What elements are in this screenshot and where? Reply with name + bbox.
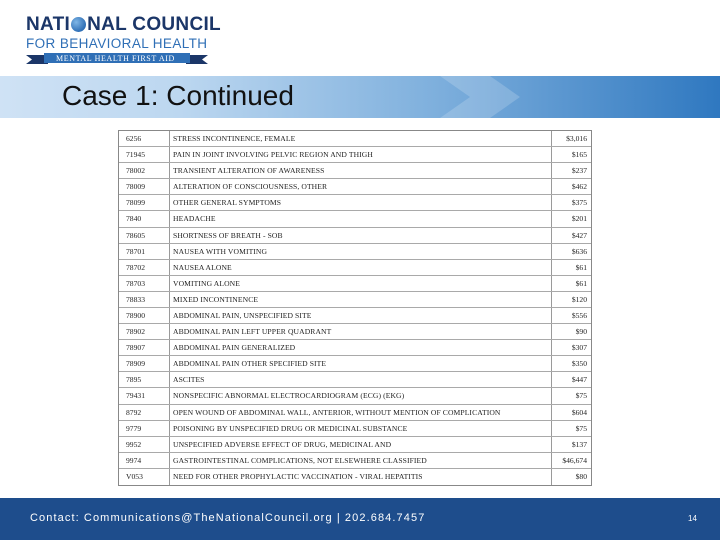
table-row [119,244,591,260]
table-row [119,308,591,324]
diagnosis-description: STRESS INCONTINENCE, FEMALE [173,134,296,143]
diagnosis-description: POISONING BY UNSPECIFIED DRUG OR MEDICINAL SUBSTANCE [173,423,408,433]
diagnosis-code: 9952 [126,439,142,449]
diagnosis-description: ABDOMINAL PAIN OTHER SPECIFIED SITE [173,359,327,369]
table-row [119,179,591,195]
diagnosis-description: NEED FOR OTHER PROPHYLACTIC VACCINATION - VIRAL HEPATITIS [173,471,423,481]
claim-amount: $137 [571,439,587,449]
table-row [119,292,591,308]
table-row [119,405,591,421]
table-row [119,260,591,276]
diagnosis-code: 78833 [126,294,145,304]
diagnosis-description: HEADACHE [173,214,216,224]
claim-amount: $636 [571,246,587,256]
diagnosis-code: 78009 [126,182,145,192]
diagnosis-code: 7840 [126,214,142,224]
table-row [119,131,591,147]
diagnosis-code: 78002 [126,166,145,176]
page-number: 14 [688,514,697,523]
claim-amount: $447 [571,375,587,385]
diagnosis-description: VOMITING ALONE [173,278,240,288]
claim-amount: $75 [575,423,587,433]
claim-amount: $350 [571,359,587,369]
claim-amount: $237 [571,166,587,176]
claim-amount: $90 [575,327,587,337]
diagnosis-code: 78909 [126,359,145,369]
diagnosis-code: 78605 [126,230,145,240]
claim-amount: $462 [571,182,587,192]
claim-amount: $61 [575,262,587,272]
table-row [119,437,591,453]
claim-amount: $80 [575,471,587,481]
diagnosis-code: 79431 [126,391,145,401]
logo-subtitle: FOR BEHAVIORAL HEALTH [26,36,208,51]
logo-wordmark [26,14,221,36]
diagnosis-code: 78900 [126,311,145,320]
diagnosis-code: 6256 [126,134,142,143]
globe-icon [71,17,86,32]
contact-info: Contact: Communications@TheNationalCouncil.org | 202.684.7457 [30,512,426,524]
table-row [119,421,591,437]
diagnosis-description: OPEN WOUND OF ABDOMINAL WALL, ANTERIOR, WITHOUT MENTION OF COMPLICATION [173,407,501,417]
diagnosis-description: NONSPECIFIC ABNORMAL ELECTROCARDIOGRAM (ECG) (EKG) [173,391,405,401]
diagnosis-code: 9779 [126,423,142,433]
claim-amount: $46,674 [562,455,587,465]
diagnosis-description: GASTROINTESTINAL COMPLICATIONS, NOT ELSEWHERE CLASSIFIED [173,455,427,465]
logo-ribbon-text: MENTAL HEALTH FIRST AID [56,54,175,63]
diagnosis-code: 78099 [126,198,145,208]
claim-amount: $201 [571,214,587,224]
table-row [119,163,591,179]
claim-amount: $3,016 [566,134,587,143]
claim-amount: $427 [571,230,587,240]
diagnosis-description: PAIN IN JOINT INVOLVING PELVIC REGION AND THIGH [173,150,373,160]
claim-amount: $604 [571,407,587,417]
claim-amount: $307 [571,343,587,353]
table-row [119,356,591,372]
table-row [119,147,591,163]
diagnosis-description: SHORTNESS OF BREATH - SOB [173,230,283,240]
diagnosis-code: 78907 [126,343,145,353]
table-row [119,276,591,292]
diagnosis-description: ASCITES [173,375,205,385]
claims-table [118,130,592,486]
claim-amount: $75 [575,391,587,401]
slide-title: Case 1: Continued [62,80,294,111]
diagnosis-code: 9974 [126,455,142,465]
table-row [119,372,591,388]
table-row [119,195,591,211]
claim-amount: $61 [575,278,587,288]
diagnosis-code: 78701 [126,246,145,256]
diagnosis-code: V053 [126,471,143,481]
table-row [119,340,591,356]
logo-text-part1: NATI [26,14,71,35]
diagnosis-description: OTHER GENERAL SYMPTOMS [173,198,282,208]
diagnosis-code: 8792 [126,407,142,417]
diagnosis-description: NAUSEA ALONE [173,262,232,272]
diagnosis-code: 78703 [126,278,145,288]
diagnosis-description: ABDOMINAL PAIN, UNSPECIFIED SITE [173,311,312,320]
diagnosis-description: MIXED INCONTINENCE [173,294,259,304]
table-row [119,469,591,485]
diagnosis-code: 78702 [126,262,145,272]
diagnosis-description: UNSPECIFIED ADVERSE EFFECT OF DRUG, MEDICINAL AND [173,439,392,449]
diagnosis-code: 71945 [126,150,145,160]
table-row [119,388,591,404]
claim-amount: $120 [571,294,587,304]
national-council-logo [26,14,221,66]
diagnosis-description: ABDOMINAL PAIN LEFT UPPER QUADRANT [173,327,332,337]
table-row [119,453,591,469]
table-row [119,324,591,340]
logo-text-part2: NAL COUNCIL [87,14,221,35]
diagnosis-code: 78902 [126,327,145,337]
claim-amount: $556 [571,311,587,320]
diagnosis-code: 7895 [126,375,142,385]
diagnosis-description: ALTERATION OF CONSCIOUSNESS, OTHER [173,182,328,192]
table-row [119,211,591,227]
diagnosis-description: ABDOMINAL PAIN GENERALIZED [173,343,296,353]
diagnosis-description: NAUSEA WITH VOMITING [173,246,268,256]
claim-amount: $165 [571,150,587,160]
diagnosis-description: TRANSIENT ALTERATION OF AWARENESS [173,166,325,176]
table-row [119,228,591,244]
claim-amount: $375 [571,198,587,208]
